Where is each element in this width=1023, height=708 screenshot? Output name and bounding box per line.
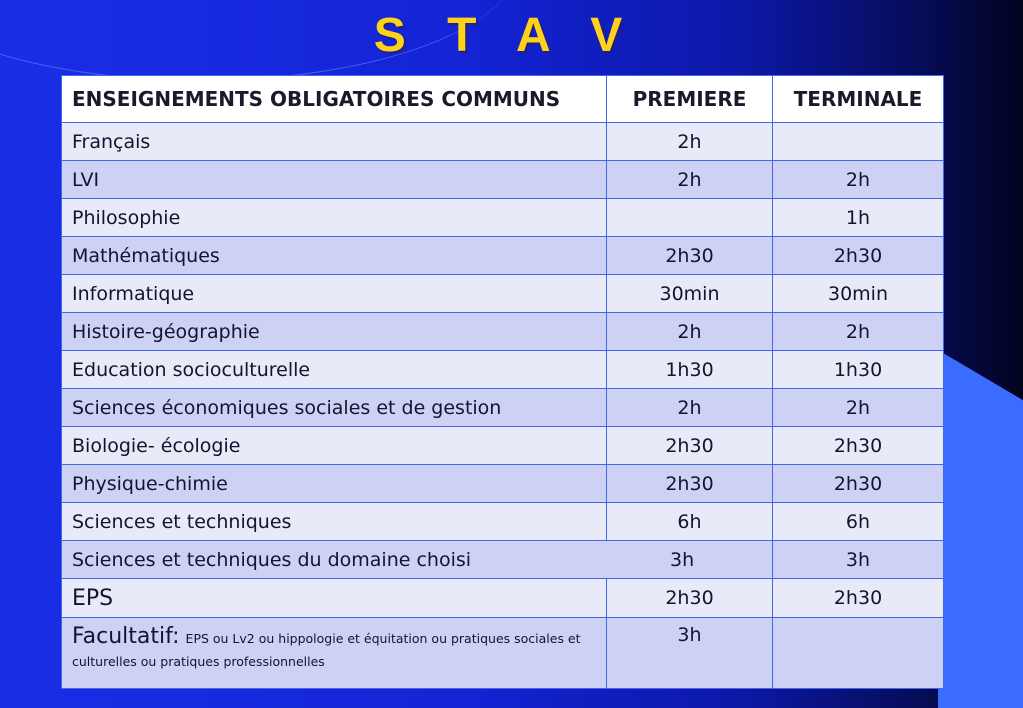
table-row bbox=[62, 313, 944, 351]
terminale-cell: 2h30 bbox=[773, 579, 944, 618]
table-row bbox=[62, 199, 944, 237]
premiere-cell bbox=[607, 199, 773, 237]
table-row bbox=[62, 541, 944, 579]
facultatif-label: Facultatif: bbox=[72, 624, 180, 649]
subject-cell: EPS bbox=[62, 579, 607, 618]
premiere-cell: 2h bbox=[607, 161, 773, 199]
terminale-cell: 2h bbox=[773, 389, 944, 427]
subject-cell: Mathématiques bbox=[62, 237, 607, 275]
terminale-cell: 30min bbox=[773, 275, 944, 313]
subject-cell: Sciences économiques sociales et de gestion bbox=[62, 389, 607, 427]
facultatif-cell bbox=[62, 618, 607, 689]
subject-cell: Histoire-géographie bbox=[62, 313, 607, 351]
premiere-value: 3h bbox=[670, 548, 695, 571]
subject-cell-merged bbox=[62, 541, 773, 579]
premiere-cell: 2h bbox=[607, 123, 773, 161]
table-row bbox=[62, 503, 944, 541]
table-row bbox=[62, 351, 944, 389]
subject-cell: Education socioculturelle bbox=[62, 351, 607, 389]
table-row bbox=[62, 427, 944, 465]
terminale-cell: 2h30 bbox=[773, 465, 944, 503]
table-row bbox=[62, 275, 944, 313]
terminale-cell: 2h bbox=[773, 161, 944, 199]
premiere-cell: 30min bbox=[607, 275, 773, 313]
subject-label: Sciences et techniques du domaine choisi bbox=[72, 548, 472, 571]
subject-cell: Philosophie bbox=[62, 199, 607, 237]
background-corner-shape bbox=[938, 350, 1023, 708]
header-subject: ENSEIGNEMENTS OBLIGATOIRES COMMUNS bbox=[62, 76, 607, 123]
premiere-cell: 3h bbox=[607, 618, 773, 689]
subject-cell: LVI bbox=[62, 161, 607, 199]
terminale-cell: 2h30 bbox=[773, 427, 944, 465]
table-row bbox=[62, 237, 944, 275]
premiere-cell: 1h30 bbox=[607, 351, 773, 389]
subject-cell: Sciences et techniques bbox=[62, 503, 607, 541]
premiere-cell: 2h30 bbox=[607, 427, 773, 465]
premiere-cell: 2h30 bbox=[607, 465, 773, 503]
terminale-cell: 2h bbox=[773, 313, 944, 351]
subject-cell: Informatique bbox=[62, 275, 607, 313]
terminale-cell: 2h30 bbox=[773, 237, 944, 275]
table-row bbox=[62, 465, 944, 503]
subject-cell: Physique-chimie bbox=[62, 465, 607, 503]
subject-cell: Français bbox=[62, 123, 607, 161]
table-row bbox=[62, 123, 944, 161]
terminale-cell bbox=[773, 123, 944, 161]
terminale-cell: 1h30 bbox=[773, 351, 944, 389]
schedule-table bbox=[61, 75, 944, 689]
subject-cell: Biologie- écologie bbox=[62, 427, 607, 465]
table-header-row bbox=[62, 76, 944, 123]
premiere-cell: 2h30 bbox=[607, 237, 773, 275]
terminale-cell: 6h bbox=[773, 503, 944, 541]
terminale-cell: 1h bbox=[773, 199, 944, 237]
header-premiere: PREMIERE bbox=[607, 76, 773, 123]
terminale-cell bbox=[773, 618, 944, 689]
table-row bbox=[62, 389, 944, 427]
premiere-cell: 2h bbox=[607, 313, 773, 351]
terminale-cell: 3h bbox=[773, 541, 944, 579]
table-row bbox=[62, 161, 944, 199]
page-title: S T A V bbox=[373, 9, 637, 62]
premiere-cell: 2h bbox=[607, 389, 773, 427]
facultatif-detail: EPS ou Lv2 ou hippologie et équitation ou pratiques sociales et culturelles ou pratiques professionnelles bbox=[72, 631, 581, 669]
premiere-cell: 6h bbox=[607, 503, 773, 541]
table-row bbox=[62, 579, 944, 618]
table-row-facultatif bbox=[62, 618, 944, 689]
header-terminale: TERMINALE bbox=[773, 76, 944, 123]
premiere-cell: 2h30 bbox=[607, 579, 773, 618]
